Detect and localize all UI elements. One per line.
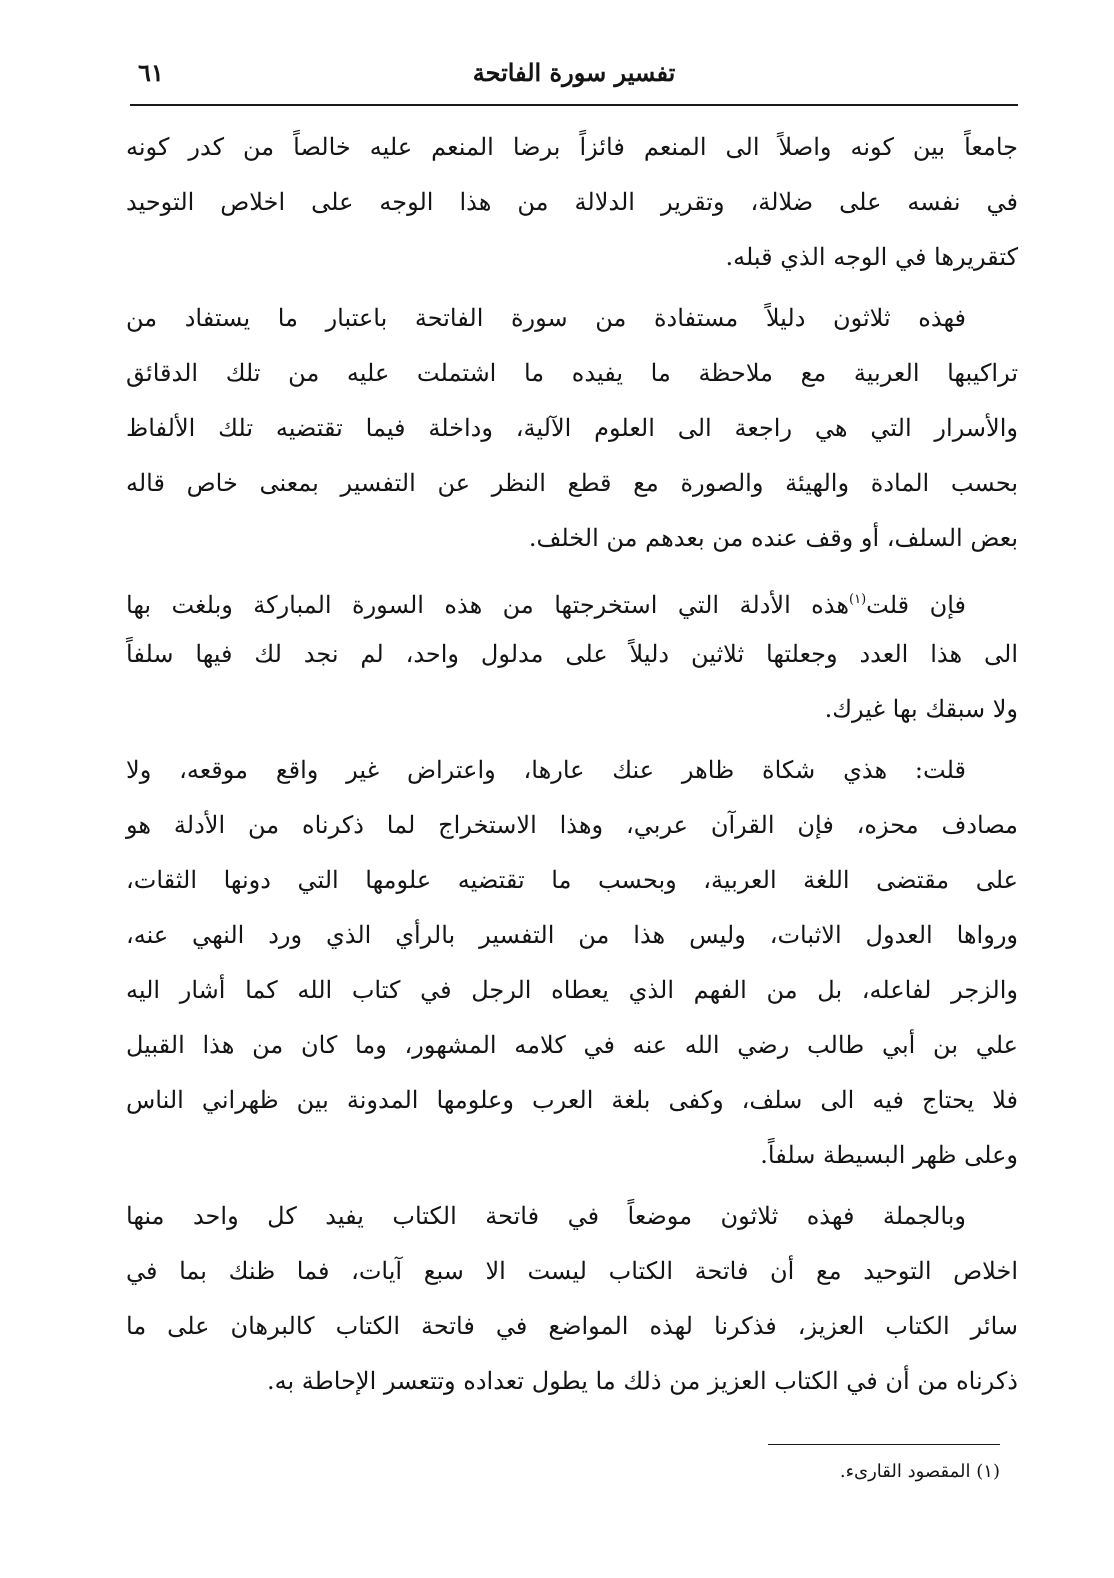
footnote-number: (١) bbox=[976, 1461, 1000, 1482]
text-line: جامعاً بين كونه واصلاً الى المنعم فائزاً برضا المنعم عليه خالصاً من كدر كونه bbox=[126, 133, 1018, 161]
footnote-text: المقصود القارىء. bbox=[839, 1461, 971, 1482]
text-line: الى هذا العدد وجعلتها ثلاثين دليلاً على مدلول واحد، لم نجد لك فيها سلفاً bbox=[126, 640, 1018, 668]
text-line: علي بن أبي طالب رضي الله عنه في كلامه المشهور، وما كان من هذا القبيل bbox=[126, 1031, 1018, 1059]
paragraph bbox=[126, 120, 1018, 285]
text-line: على مقتضى اللغة العربية، وبحسب ما تقتضيه علومها التي دونها الثقات، bbox=[126, 866, 1018, 894]
text-line: بحسب المادة والهيئة والصورة مع قطع النظر عن التفسير بمعنى خاص قاله bbox=[126, 469, 1018, 497]
text-line: ولا سبقك بها غيرك. bbox=[824, 695, 1018, 723]
text-line: قلت: هذي شكاة ظاهر عنك عارها، واعتراض غير واقع موقعه، ولا bbox=[126, 756, 966, 784]
footnote-rule bbox=[768, 1444, 1000, 1445]
text-line: اخلاص التوحيد مع أن فاتحة الكتاب ليست الا سبع آيات، فما ظنك بما في bbox=[126, 1257, 1018, 1285]
text-line: وعلى ظهر البسيطة سلفاً. bbox=[760, 1141, 1018, 1169]
paragraph bbox=[126, 291, 1018, 566]
text-line: بعض السلف، أو وقف عنده من بعدهم من الخلف. bbox=[528, 524, 1018, 552]
text-line: ذكرناه من أن في الكتاب العزيز من ذلك ما يطول تعداده وتتعسر الإحاطة به. bbox=[267, 1367, 1018, 1395]
running-header bbox=[130, 52, 1018, 102]
text-line: وبالجملة فهذه ثلاثون موضعاً في فاتحة الكتاب يفيد كل واحد منها bbox=[126, 1202, 966, 1230]
text-line: فهذه ثلاثون دليلاً مستفادة من سورة الفاتحة باعتبار ما يستفاد من bbox=[126, 304, 966, 332]
paragraph bbox=[126, 743, 1018, 1183]
text-line: فلا يحتاج فيه الى سلف، وكفى بلغة العرب وعلومها المدونة بين ظهراني الناس bbox=[126, 1086, 1018, 1114]
footnote bbox=[600, 1458, 1000, 1486]
text-line: في نفسه على ضلالة، وتقرير الدلالة من هذا الوجه على اخلاص التوحيد bbox=[126, 188, 1018, 216]
footnote-marker: (١) bbox=[849, 592, 867, 607]
body-text bbox=[126, 120, 1018, 1415]
running-title: تفسير سورة الفاتحة bbox=[472, 58, 676, 87]
text-line: تراكيبها العربية مع ملاحظة ما يفيده ما اشتملت عليه من تلك الدقائق bbox=[126, 359, 1018, 387]
paragraph bbox=[126, 1189, 1018, 1409]
header-rule bbox=[130, 104, 1018, 106]
text-line: والأسرار التي هي راجعة الى العلوم الآلية، وداخلة فيما تقتضيه تلك الألفاظ bbox=[126, 414, 1018, 442]
text-line: كتقريرها في الوجه الذي قبله. bbox=[725, 243, 1018, 271]
text-line: ورواها العدول الاثبات، وليس هذا من التفسير بالرأي الذي ورد النهي عنه، bbox=[126, 921, 1018, 949]
paragraph bbox=[126, 572, 1018, 737]
text-run: فإن قلت bbox=[866, 591, 966, 619]
page-number: ٦١ bbox=[138, 58, 164, 87]
text-line: والزجر لفاعله، بل من الفهم الذي يعطاه الرجل في كتاب الله كما أشار اليه bbox=[126, 976, 1018, 1004]
text-run: هذه الأدلة التي استخرجتها من هذه السورة المباركة وبلغت بها bbox=[126, 591, 850, 619]
text-line: مصادف محزه، فإن القرآن عربي، وهذا الاستخراج لما ذكرناه من الأدلة هو bbox=[126, 811, 1018, 839]
text-line: سائر الكتاب العزيز، فذكرنا لهذه المواضع في فاتحة الكتاب كالبرهان على ما bbox=[126, 1312, 1018, 1340]
text-line bbox=[126, 572, 1018, 627]
